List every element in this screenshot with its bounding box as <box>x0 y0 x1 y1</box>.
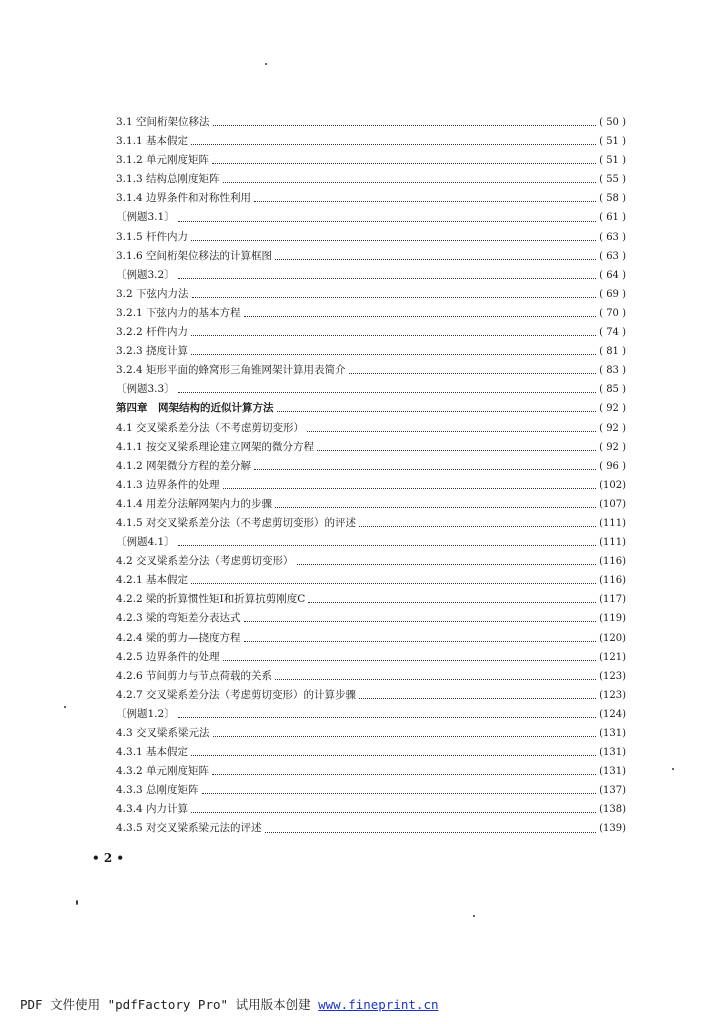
scan-speck <box>76 900 78 905</box>
dot-leader <box>223 488 597 489</box>
dot-leader <box>191 354 596 355</box>
dot-leader <box>275 259 596 260</box>
scan-speck <box>265 63 267 65</box>
table-of-contents <box>116 113 626 839</box>
toc-entry <box>116 686 626 705</box>
scan-speck <box>473 915 475 917</box>
dot-leader <box>212 163 596 164</box>
toc-entry-title: 4.2.6 节间剪力与节点荷载的关系 <box>116 669 273 682</box>
toc-entry-page: (119) <box>599 613 626 625</box>
footer-link[interactable]: www.fineprint.cn <box>318 997 439 1012</box>
toc-entry-page: (123) <box>599 670 626 682</box>
dot-leader <box>254 201 596 202</box>
toc-entry-title: 3.2.2 杆件内力 <box>116 326 189 339</box>
toc-entry <box>116 781 626 800</box>
toc-entry-title: 4.1.3 边界条件的处理 <box>116 478 220 491</box>
dot-leader <box>349 373 597 374</box>
toc-entry <box>116 705 626 724</box>
toc-entry <box>116 514 626 533</box>
toc-entry-page: (131) <box>599 728 626 739</box>
toc-entry-title: 〔例题4.1〕 <box>116 536 175 549</box>
dot-leader <box>213 125 597 126</box>
toc-entry <box>116 476 626 495</box>
toc-entry <box>116 457 626 476</box>
toc-entry-title: 4.3.2 单元刚度矩阵 <box>116 765 210 778</box>
toc-entry-title: 4.2.5 边界条件的处理 <box>116 650 220 663</box>
toc-entry <box>116 323 626 342</box>
toc-entry-title: 4.3 交叉梁系梁元法 <box>116 727 210 739</box>
toc-entry-title: 3.1.6 空间桁架位移法的计算框图 <box>116 249 273 262</box>
toc-entry-page: ( 51 ) <box>599 155 626 167</box>
toc-entry-page: ( 81 ) <box>599 346 626 358</box>
toc-entry <box>116 132 626 151</box>
toc-entry-title: 4.3.1 基本假定 <box>116 746 189 759</box>
toc-entry-page: ( 63 ) <box>599 250 626 262</box>
dot-leader <box>244 316 597 317</box>
toc-entry-page: (124) <box>599 708 626 720</box>
toc-entry-title: 3.1.1 基本假定 <box>116 135 189 148</box>
toc-entry-title: 4.2.2 梁的折算惯性矩I和折算抗剪刚度C <box>116 593 306 606</box>
toc-entry-title: 〔例题3.3〕 <box>116 383 175 396</box>
dot-leader <box>191 755 596 756</box>
dot-leader <box>317 450 596 451</box>
dot-leader <box>308 602 596 603</box>
dot-leader <box>244 621 597 622</box>
toc-entry-page: (120) <box>599 632 626 644</box>
toc-entry-page: (137) <box>599 785 626 797</box>
toc-entry-title: 4.1.4 用差分法解网架内力的步骤 <box>116 497 273 510</box>
toc-chapter-heading <box>116 399 626 418</box>
toc-entry-page: ( 70 ) <box>599 307 626 319</box>
toc-entry-title: 3.1 空间桁架位移法 <box>116 116 210 128</box>
page-number: • 2 • <box>92 851 125 865</box>
toc-entry <box>116 724 626 743</box>
dot-leader <box>178 278 596 279</box>
toc-entry-page: (116) <box>599 556 626 568</box>
toc-entry-page: (139) <box>599 823 626 835</box>
toc-entry-title: 3.2.3 挠度计算 <box>116 345 189 358</box>
dot-leader <box>307 431 596 432</box>
toc-entry-page: (117) <box>599 594 626 606</box>
toc-entry-title: 〔例题1.2〕 <box>116 707 175 720</box>
dot-leader <box>191 335 596 336</box>
dot-leader <box>277 411 597 412</box>
toc-entry <box>116 590 626 609</box>
toc-entry <box>116 495 626 514</box>
toc-entry <box>116 380 626 399</box>
toc-entry-title: 4.2.3 梁的弯矩差分表达式 <box>116 612 241 625</box>
toc-entry-page: ( 50 ) <box>599 117 626 128</box>
toc-entry-page: ( 64 ) <box>599 269 626 281</box>
toc-entry <box>116 571 626 590</box>
toc-entry <box>116 438 626 457</box>
toc-entry-page: ( 61 ) <box>599 212 626 224</box>
toc-entry-page: (107) <box>599 498 626 510</box>
toc-entry-title: 4.2 交叉梁系差分法（考虑剪切变形） <box>116 555 294 568</box>
toc-entry <box>116 629 626 648</box>
toc-entry <box>116 800 626 819</box>
toc-entry <box>116 342 626 361</box>
toc-entry-page: ( 96 ) <box>599 460 626 472</box>
toc-entry-page: (116) <box>599 575 626 587</box>
dot-leader <box>191 583 596 584</box>
toc-entry-title: 3.2 下弦内力法 <box>116 287 189 300</box>
toc-entry-title: 〔例题3.2〕 <box>116 268 175 281</box>
toc-entry-title: 4.1.1 按交叉梁系理论建立网架的微分方程 <box>116 440 315 453</box>
pdf-watermark-footer <box>20 995 439 1013</box>
dot-leader <box>178 392 596 393</box>
toc-entry-page: (111) <box>599 537 626 549</box>
toc-entry-page: ( 63 ) <box>599 231 626 243</box>
toc-entry-page: (138) <box>599 804 626 816</box>
dot-leader <box>178 717 596 718</box>
toc-entry <box>116 266 626 285</box>
dot-leader <box>178 545 596 546</box>
toc-entry <box>116 304 626 323</box>
toc-entry-title: 4.2.4 梁的剪力—挠度方程 <box>116 631 241 644</box>
toc-entry <box>116 208 626 227</box>
toc-entry-title: 4.3.4 内力计算 <box>116 803 189 816</box>
toc-entry-title: 3.2.1 下弦内力的基本方程 <box>116 306 241 319</box>
dot-leader <box>244 641 597 642</box>
dot-leader <box>223 182 597 183</box>
toc-entry-page: (131) <box>599 747 626 759</box>
toc-entry <box>116 762 626 781</box>
dot-leader <box>223 660 597 661</box>
toc-entry <box>116 743 626 762</box>
toc-entry-page: (102) <box>599 479 626 491</box>
dot-leader <box>359 698 596 699</box>
toc-entry <box>116 228 626 247</box>
toc-entry-title: 4.3.5 对交叉梁系梁元法的评述 <box>116 822 262 835</box>
toc-entry-title: 4.2.1 基本假定 <box>116 574 189 587</box>
dot-leader <box>275 507 596 508</box>
toc-entry-title: 第四章 网架结构的近似计算方法 <box>116 402 274 415</box>
toc-entry-page: ( 58 ) <box>599 193 626 205</box>
toc-entry-page: ( 74 ) <box>599 327 626 339</box>
scan-speck <box>64 706 66 708</box>
toc-entry-title: 3.1.2 单元刚度矩阵 <box>116 154 210 167</box>
toc-entry-page: ( 51 ) <box>599 136 626 148</box>
toc-entry <box>116 247 626 266</box>
toc-entry-title: 4.1.5 对交叉梁系差分法（不考虑剪切变形）的评述 <box>116 516 357 529</box>
toc-entry <box>116 533 626 552</box>
toc-entry <box>116 170 626 189</box>
toc-entry <box>116 151 626 170</box>
toc-entry-page: (121) <box>599 651 626 663</box>
dot-leader <box>202 793 597 794</box>
dot-leader <box>359 526 596 527</box>
toc-entry <box>116 648 626 667</box>
dot-leader <box>192 297 597 298</box>
toc-entry-title: 〔例题3.1〕 <box>116 211 175 224</box>
toc-entry-title: 3.2.4 矩形平面的蜂窝形三角锥网架计算用表简介 <box>116 364 346 377</box>
dot-leader <box>254 469 596 470</box>
toc-entry-title: 3.1.5 杆件内力 <box>116 230 189 243</box>
dot-leader <box>191 240 596 241</box>
toc-entry <box>116 189 626 208</box>
toc-entry-page: (123) <box>599 689 626 701</box>
toc-entry-title: 4.1 交叉梁系差分法（不考虑剪切变形） <box>116 421 305 434</box>
toc-entry <box>116 419 626 438</box>
toc-entry-title: 4.2.7 交叉梁系差分法（考虑剪切变形）的计算步骤 <box>116 688 357 701</box>
toc-entry <box>116 113 626 132</box>
toc-entry-page: (131) <box>599 766 626 778</box>
toc-entry-title: 4.3.3 总刚度矩阵 <box>116 784 199 797</box>
dot-leader <box>212 774 596 775</box>
dot-leader <box>297 564 597 565</box>
toc-entry <box>116 667 626 686</box>
toc-entry-page: ( 92 ) <box>599 422 626 434</box>
toc-entry-page: ( 92 ) <box>599 441 626 453</box>
footer-text: PDF 文件使用 "pdfFactory Pro" 试用版本创建 <box>20 997 319 1012</box>
toc-entry <box>116 819 626 838</box>
toc-entry-title: 4.1.2 网架微分方程的差分解 <box>116 459 252 472</box>
toc-entry-page: ( 69 ) <box>599 288 626 300</box>
scan-speck <box>672 768 674 770</box>
toc-entry <box>116 285 626 304</box>
toc-entry-page: ( 83 ) <box>599 365 626 377</box>
toc-entry-title: 3.1.4 边界条件和对称性利用 <box>116 192 252 205</box>
dot-leader <box>191 144 596 145</box>
dot-leader <box>178 221 596 222</box>
toc-entry-page: ( 92 ) <box>599 403 626 415</box>
toc-entry-page: ( 85 ) <box>599 384 626 396</box>
toc-entry-title: 3.1.3 结构总刚度矩阵 <box>116 173 220 186</box>
dot-leader <box>191 812 596 813</box>
dot-leader <box>275 679 596 680</box>
toc-entry <box>116 609 626 628</box>
dot-leader <box>265 832 597 833</box>
toc-entry <box>116 361 626 380</box>
toc-entry <box>116 552 626 571</box>
toc-entry-page: (111) <box>599 517 626 529</box>
dot-leader <box>213 736 597 737</box>
toc-entry-page: ( 55 ) <box>599 174 626 186</box>
